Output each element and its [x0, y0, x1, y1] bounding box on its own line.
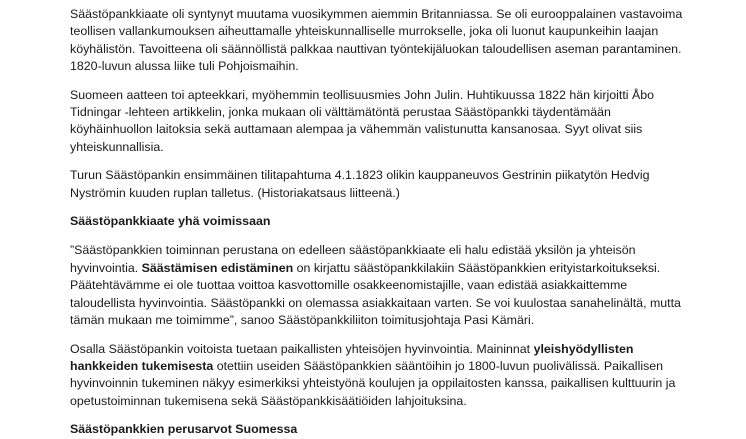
section-heading-cut-off: Säästöpankkien perusarvot Suomessa — [70, 422, 298, 437]
paragraph-history-origin: Säästöpankkiaate oli syntynyt muutama vuosikymmen aiemmin Britanniassa. Se oli eurooppalainen vastavoima teollisen vallankumouksen aiheuttamalle yhteiskunnalliselle murrokselle, joka oli luonut kaupunkeihin laajan köyhälistön. Tavoitteena oli säännöllistä palkkaa nauttivan työntekijäluokan taloudellisen aseman parantaminen. 1820-luvun alussa liike tuli Pohjoismaihin. — [70, 7, 683, 74]
paragraph-quote-kamari: ”Säästöpankkien toiminnan perustana on edelleen säästöpankkiaate eli halu edistää yksilön ja yhteisön hyvinvointia. Säästämisen edistäminen on kirjattu säästöpankkilakiin Säästöpankkien erityistarkoitukseksi. Päätehtävämme ei ole tuottaa voittoa kasvottomille osakkeenomistajille, vaan edistää asiakkaittemme taloudellista hyvinvointia. Säästöpankki on olemassa asiakkaitaan varten. Se voi kuulostaa sanahelinältä, mutta tämän mukaan me toimimme”, sanoo Säästöpankkiliiton toimitusjohtaja Pasi Kämäri. — [70, 243, 681, 328]
document-page — [70, 6, 690, 437]
paragraph-local-support: Osalla Säästöpankin voitoista tuetaan paikallisten yhteisöjen hyvinvointia. Maininnat yleishyödyllisten hankkeiden tukemisesta otettiin useiden Säästöpankkien sääntöihin jo 1800-luvun puolivälissä. Paikallisen hyvinvoinnin tukeminen näkyy esimerkiksi yhteistyönä koulujen ja oppilaitosten kanssa, paikallisen kulttuurin ja opetustoiminnan tukemisena sekä Säästöpankkisäätiöiden lahjoituksina. — [70, 341, 676, 408]
bold-phrase-public-benefit: yleishyödyllisten hankkeiden tukemisesta — [70, 341, 634, 373]
section-heading-idea-alive: Säästöpankkiaate yhä voimissaan — [70, 214, 271, 229]
paragraph-first-transaction: Turun Säästöpankin ensimmäinen tilitapahtuma 4.1.1823 olikin kauppaneuvos Gestrinin piikatytön Hedvig Nyströmin kuuden ruplan talletus. (Historiakatsaus liitteenä.) — [70, 168, 650, 200]
bold-phrase-saving: Säästämisen edistäminen — [141, 260, 294, 275]
paragraph-john-julin: Suomeen aatteen toi apteekkari, myöhemmin teollisuusmies John Julin. Huhtikuussa 1822 hän kirjoitti Åbo Tidningar -lehteen artikkelin, jonka mukaan oli välttämätöntä perustaa Säästöpankki täydentämään köyhäinhuollon laitoksia sekä auttamaan alempaa ja vähemmän valistunutta kansanosaa. Syyt olivat siis yhteiskunnallisia. — [70, 87, 655, 154]
